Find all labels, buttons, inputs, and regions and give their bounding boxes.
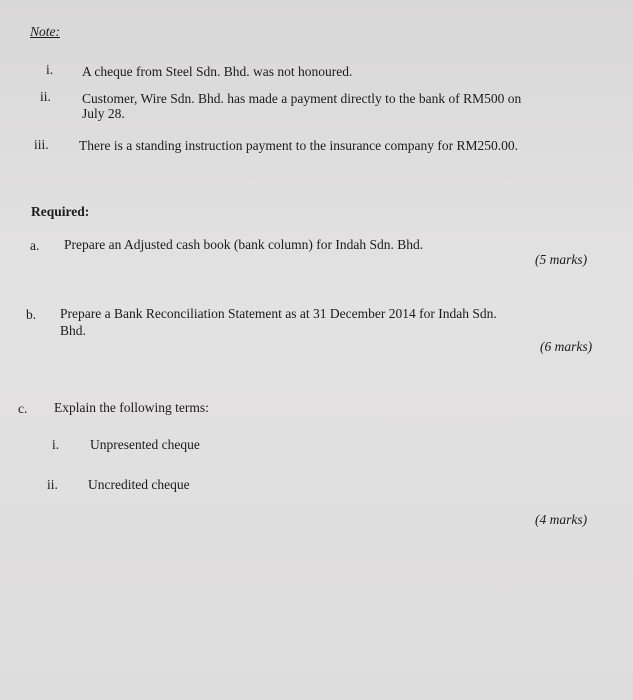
note-item-3-number: iii. [34,137,49,152]
note-item-2-text-line2: July 28. [82,106,125,121]
question-b-marks: (6 marks) [540,339,593,354]
note-heading: Note: [30,24,60,39]
question-a-marks: (5 marks) [535,252,588,267]
note-item-2-text-line1: Customer, Wire Sdn. Bhd. has made a payment directly to the bank of RM500 on [82,91,522,106]
question-c-marks: (4 marks) [535,512,588,527]
note-item-3-text: There is a standing instruction payment to the insurance company for RM250.00. [79,138,519,153]
term-2-text: Uncredited cheque [88,477,190,492]
term-1-text: Unpresented cheque [90,437,200,452]
question-b-label: b. [26,307,37,322]
question-a-label: a. [30,238,40,253]
question-b-text-line1: Prepare a Bank Reconciliation Statement as at 31 December 2014 for Indah Sdn. [60,306,497,321]
term-2-number: ii. [47,477,58,492]
question-c-label: c. [18,401,28,416]
note-item-1-number: i. [46,62,54,77]
question-b-text-line2: Bhd. [60,323,86,338]
question-c-text: Explain the following terms: [54,400,209,415]
term-1-number: i. [52,437,60,452]
note-item-1-text: A cheque from Steel Sdn. Bhd. was not honoured. [82,64,353,79]
note-item-2-number: ii. [40,89,51,104]
question-a-text: Prepare an Adjusted cash book (bank column) for Indah Sdn. Bhd. [64,237,424,252]
required-heading: Required: [31,204,90,219]
